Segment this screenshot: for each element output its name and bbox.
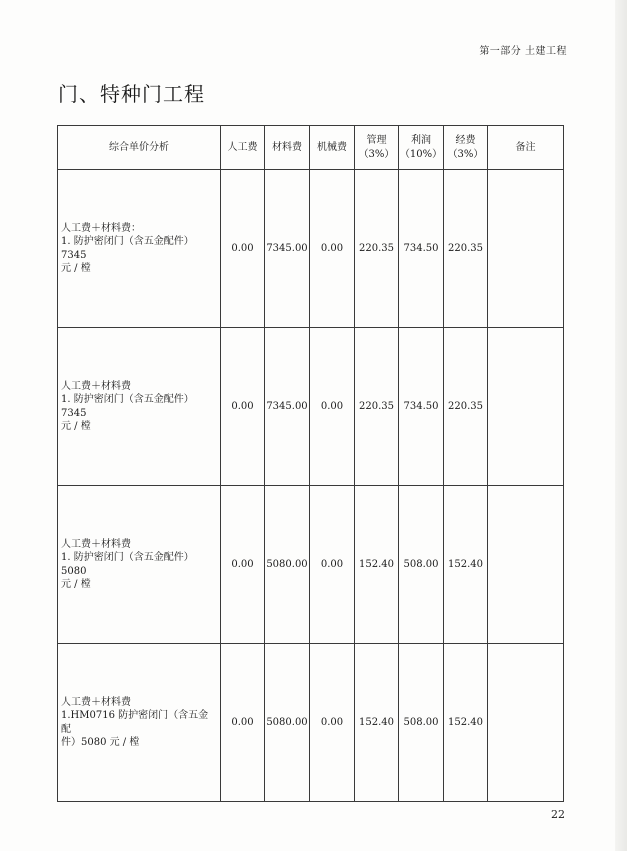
machine-cost-cell: 0.00: [310, 328, 355, 486]
remarks-cell: [488, 328, 564, 486]
management-fee-cell: 152.40: [355, 644, 399, 802]
row-description: [58, 486, 221, 644]
material-cost-cell: 7345.00: [265, 328, 310, 486]
header-line: （3%）: [358, 148, 395, 160]
expense-cell: 152.40: [444, 486, 488, 644]
description-line: 1. 防护密闭门（含五金配件）7345: [61, 236, 194, 261]
description-line: 件）5080 元 / 樘: [61, 737, 140, 748]
remarks-cell: [488, 644, 564, 802]
description-line: 人工费＋材料费: [61, 696, 131, 708]
table-row: [58, 644, 564, 802]
unit-price-analysis-table: [57, 125, 564, 802]
material-cost-cell: 5080.00: [265, 486, 310, 644]
material-cost-cell: 7345.00: [265, 170, 310, 328]
header-cell: [399, 126, 444, 170]
row-description: [58, 644, 221, 802]
description-line: 1. 防护密闭门（含五金配件）7345: [61, 394, 194, 419]
labor-cost-cell: 0.00: [221, 328, 265, 486]
description-line: 1. 防护密闭门（含五金配件）5080: [61, 552, 194, 577]
machine-cost-cell: 0.00: [310, 170, 355, 328]
header-line: 管理: [366, 135, 387, 146]
remarks-cell: [488, 170, 564, 328]
profit-cell: 734.50: [399, 328, 444, 486]
header-line: 利润: [411, 135, 431, 146]
description-line: 元 / 樘: [61, 579, 91, 590]
page-number: 22: [551, 808, 565, 821]
header-line: （10%）: [399, 148, 443, 160]
description-line: 人工费＋材料费：: [61, 222, 141, 234]
profit-cell: 734.50: [399, 170, 444, 328]
profit-cell: 508.00: [399, 486, 444, 644]
section-title: 门、特种门工程: [58, 82, 205, 106]
header-line: （3%）: [447, 148, 484, 160]
table-row: [58, 170, 564, 328]
running-header: 第一部分 土建工程: [479, 46, 567, 57]
header-cell: 人工费: [221, 126, 265, 170]
description-line: 人工费＋材料费: [61, 538, 131, 550]
machine-cost-cell: 0.00: [310, 486, 355, 644]
management-fee-cell: 220.35: [355, 328, 399, 486]
description-line: 1.HM0716 防护密闭门（含五金配: [61, 710, 209, 735]
row-description: [58, 170, 221, 328]
header-cell: 材料费: [265, 126, 310, 170]
machine-cost-cell: 0.00: [310, 644, 355, 802]
header-cell: 综合单价分析: [58, 126, 221, 170]
labor-cost-cell: 0.00: [221, 644, 265, 802]
remarks-cell: [488, 486, 564, 644]
table-header-row: [58, 126, 564, 170]
description-line: 元 / 樘: [61, 421, 91, 432]
management-fee-cell: 152.40: [355, 486, 399, 644]
labor-cost-cell: 0.00: [221, 486, 265, 644]
description-line: 元 / 樘: [61, 263, 91, 274]
page-edge-shadow: [615, 0, 627, 851]
header-line: 经费: [455, 135, 476, 146]
table-row: [58, 486, 564, 644]
header-cell: 备注: [488, 126, 564, 170]
expense-cell: 220.35: [444, 170, 488, 328]
header-cell: [355, 126, 399, 170]
management-fee-cell: 220.35: [355, 170, 399, 328]
header-cell: 机械费: [310, 126, 355, 170]
expense-cell: 152.40: [444, 644, 488, 802]
table-row: [58, 328, 564, 486]
material-cost-cell: 5080.00: [265, 644, 310, 802]
row-description: [58, 328, 221, 486]
expense-cell: 220.35: [444, 328, 488, 486]
labor-cost-cell: 0.00: [221, 170, 265, 328]
header-cell: [444, 126, 488, 170]
description-line: 人工费＋材料费: [61, 380, 131, 392]
profit-cell: 508.00: [399, 644, 444, 802]
